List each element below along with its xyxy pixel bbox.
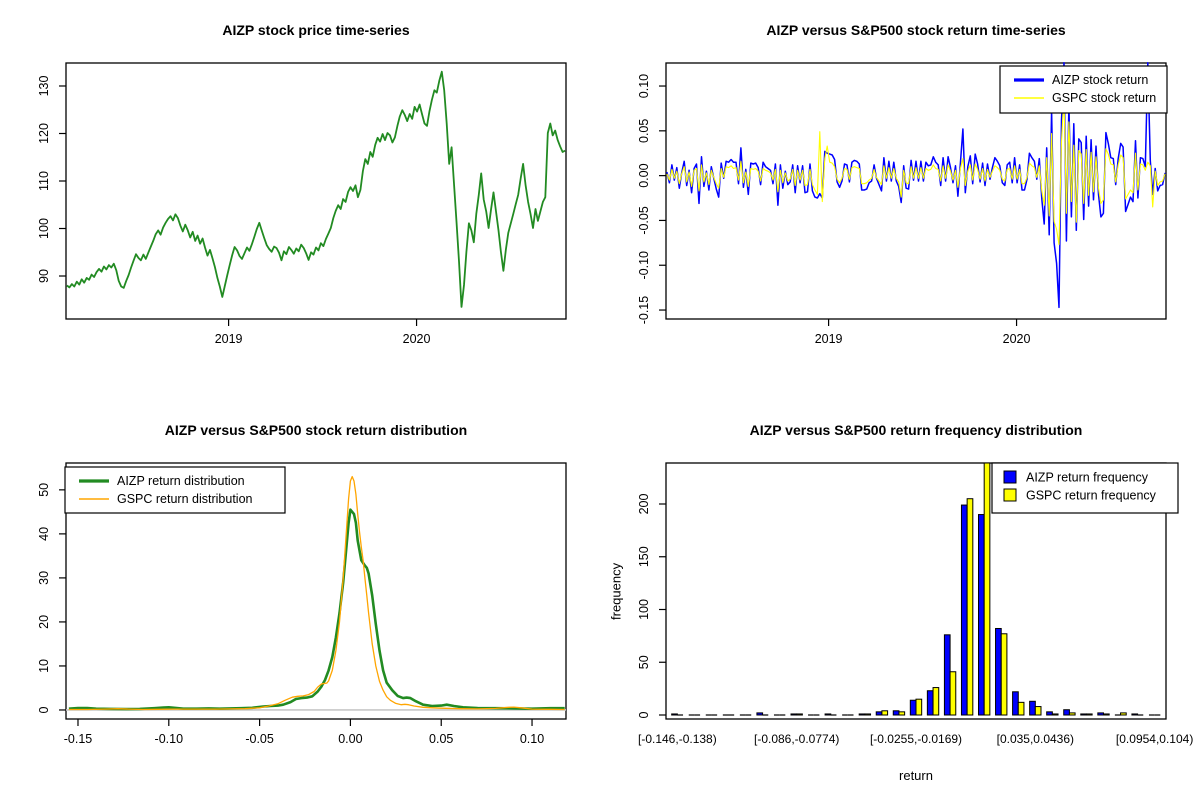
x-tick-label: -0.15 bbox=[63, 732, 93, 746]
aizp-frequency-bar bbox=[910, 700, 916, 715]
aizp-frequency-bar bbox=[1047, 712, 1053, 715]
y-tick-label: 200 bbox=[637, 493, 651, 515]
bin-range-label: [0.035,0.0436) bbox=[996, 732, 1075, 746]
bin-range-label: [-0.0255,-0.0169) bbox=[869, 732, 963, 746]
return-frequency-chart bbox=[600, 400, 1200, 800]
y-tick-label: 100 bbox=[637, 599, 651, 620]
price-timeseries-chart bbox=[0, 0, 600, 400]
panel-return-frequency bbox=[600, 400, 1200, 800]
y-tick-label: 50 bbox=[637, 655, 651, 670]
chart-title-price: AIZP stock price time-series bbox=[222, 22, 410, 38]
return-timeseries-chart bbox=[600, 0, 1200, 400]
y-tick-label: 130 bbox=[37, 75, 51, 97]
aizp-frequency-bar bbox=[1030, 701, 1036, 715]
legend-label: GSPC return frequency bbox=[1026, 488, 1156, 503]
gspc-frequency-bar bbox=[899, 712, 905, 715]
legend-label: AIZP return frequency bbox=[1026, 470, 1149, 485]
y-tick-label: -0.15 bbox=[637, 295, 651, 325]
axis-box bbox=[66, 63, 566, 319]
legend-label: GSPC return distribution bbox=[117, 492, 253, 506]
y-tick-label: -0.05 bbox=[637, 206, 651, 235]
y-tick-label: 90 bbox=[37, 269, 51, 283]
legend-rect-swatch bbox=[1004, 489, 1016, 501]
aizp-frequency-bar bbox=[1081, 714, 1087, 715]
gspc-frequency-bar bbox=[1069, 713, 1075, 715]
aizp-frequency-bar bbox=[1132, 714, 1138, 715]
y-tick-label: 0 bbox=[37, 706, 51, 714]
bin-range-label: [-0.146,-0.138) bbox=[638, 732, 717, 746]
aizp-frequency-bar bbox=[944, 635, 950, 715]
bin-range-label: [-0.086,-0.0774) bbox=[753, 732, 840, 746]
gspc-frequency-bar bbox=[865, 714, 871, 715]
y-tick-label: 10 bbox=[37, 658, 51, 673]
gspc-frequency-bar bbox=[1001, 634, 1007, 715]
bin-range-label: [0.0954,0.104) bbox=[1115, 732, 1194, 746]
x-tick-label: 2020 bbox=[402, 332, 431, 346]
gspc-frequency-bar bbox=[1018, 702, 1024, 715]
y-tick-label: 0.10 bbox=[637, 73, 651, 99]
aizp-frequency-bar bbox=[859, 714, 865, 715]
aizp-frequency-bar bbox=[876, 712, 882, 715]
gspc-return-line bbox=[667, 95, 1165, 245]
aizp-frequency-bar bbox=[1098, 713, 1104, 715]
y-tick-label: 0 bbox=[637, 711, 651, 719]
aizp-frequency-bar bbox=[893, 711, 899, 715]
legend-label: GSPC stock return bbox=[1052, 91, 1157, 105]
panel-return-distribution bbox=[0, 400, 600, 800]
x-tick-label: 2020 bbox=[1002, 332, 1031, 346]
gspc-frequency-bar bbox=[1052, 714, 1058, 715]
aizp-frequency-bar bbox=[961, 505, 967, 715]
gspc-frequency-bar bbox=[984, 462, 990, 715]
gspc-frequency-bar bbox=[967, 499, 973, 715]
aizp-frequency-bar bbox=[672, 714, 678, 715]
gspc-frequency-bar bbox=[1121, 713, 1127, 715]
gspc-frequency-bar bbox=[950, 672, 956, 715]
panel-return-timeseries bbox=[600, 0, 1200, 400]
aizp-frequency-bar bbox=[791, 714, 797, 715]
chart-title-returns: AIZP versus S&P500 stock return time-series bbox=[766, 22, 1066, 38]
x-tick-label: 2019 bbox=[214, 332, 243, 346]
y-tick-label: 50 bbox=[37, 482, 51, 497]
x-tick-label: -0.10 bbox=[154, 732, 184, 746]
x-tick-label: 0.00 bbox=[338, 732, 363, 746]
gspc-frequency-bar bbox=[1086, 714, 1092, 715]
gspc-frequency-bar bbox=[882, 711, 888, 715]
x-tick-label: 0.05 bbox=[429, 732, 454, 746]
aizp-frequency-bar bbox=[927, 691, 933, 715]
gspc-frequency-bar bbox=[1035, 707, 1041, 715]
aizp-frequency-bar bbox=[1064, 710, 1070, 715]
legend-label: AIZP return distribution bbox=[117, 474, 245, 488]
price-line bbox=[67, 72, 565, 307]
gspc-frequency-bar bbox=[1104, 714, 1110, 715]
aizp-frequency-bar bbox=[1013, 692, 1019, 715]
y-tick-label: 100 bbox=[37, 218, 51, 239]
y-axis-label-frequency: frequency bbox=[608, 562, 624, 620]
aizp-frequency-bar bbox=[757, 713, 763, 715]
x-tick-label: 0.10 bbox=[519, 732, 545, 746]
y-tick-label: 110 bbox=[37, 171, 51, 191]
y-tick-label: 120 bbox=[37, 123, 51, 144]
y-tick-label: 30 bbox=[37, 570, 51, 585]
chart-title-distribution: AIZP versus S&P500 stock return distribution bbox=[164, 422, 468, 438]
y-tick-label: -0.10 bbox=[637, 250, 651, 280]
aizp-density-curve bbox=[69, 510, 565, 709]
gspc-frequency-bar bbox=[797, 714, 803, 715]
y-tick-label: 20 bbox=[37, 614, 51, 629]
legend-rect-swatch bbox=[1004, 471, 1016, 483]
aizp-frequency-bar bbox=[979, 515, 985, 715]
panel-price-timeseries bbox=[0, 0, 600, 400]
gspc-frequency-bar bbox=[916, 699, 922, 715]
x-axis-label-return: return bbox=[899, 768, 933, 783]
y-tick-label: 40 bbox=[37, 526, 51, 541]
return-distribution-chart bbox=[0, 400, 600, 800]
x-tick-label: -0.05 bbox=[245, 732, 274, 746]
y-tick-label: 150 bbox=[637, 546, 651, 568]
y-tick-label: 0.00 bbox=[637, 163, 651, 188]
chart-title-frequency: AIZP versus S&P500 return frequency distribution bbox=[749, 422, 1083, 438]
aizp-frequency-bar bbox=[825, 714, 831, 715]
gspc-frequency-bar bbox=[933, 688, 939, 715]
aizp-frequency-bar bbox=[996, 628, 1002, 715]
legend-label: AIZP stock return bbox=[1052, 73, 1149, 87]
y-tick-label: 0.05 bbox=[637, 118, 651, 144]
x-tick-label: 2019 bbox=[814, 332, 843, 346]
